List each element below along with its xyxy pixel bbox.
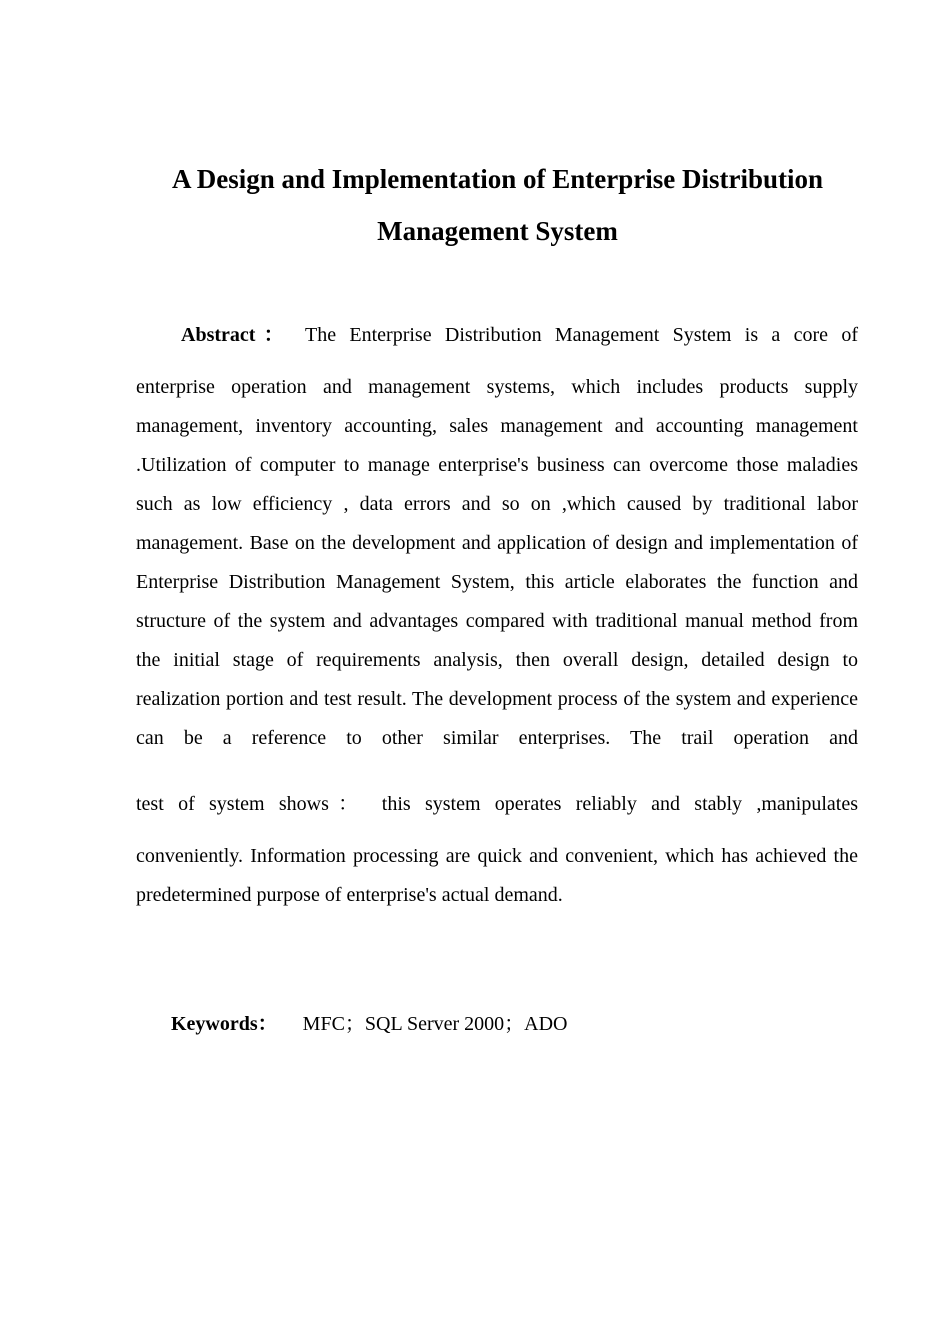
paper-title-line-2: Management System bbox=[377, 216, 618, 246]
paper-title bbox=[100, 153, 895, 257]
abstract-body-text: enterprise operation and management systems, which includes products supply management, inventory accounting, sales management and accounting management .Utilization of computer to manage enterprise's business can overcome those maladies such as low efficiency , data errors and so on ,which caused by traditional labor management. Base on the development and application of design and implementation of Enterprise Distribution Management System, this article elaborates the function and structure of the system and advantages compared with traditional manual method from the initial stage of requirements analysis, then overall design, detailed design to realization portion and test result. The development process of the system and experience can be a reference to other similar enterprises. The trail operation and bbox=[136, 376, 858, 749]
abstract-section bbox=[136, 316, 858, 915]
abstract-body bbox=[136, 368, 858, 758]
abstract-tail-first-line bbox=[136, 785, 858, 824]
keywords-line bbox=[171, 1008, 568, 1040]
abstract-first-line bbox=[136, 316, 858, 355]
abstract-tail-first-text: test of system shows： this system operates reliably and stably ,manipulates bbox=[136, 793, 858, 815]
abstract-label: Abstract： bbox=[181, 324, 293, 346]
paper-title-line-1: A Design and Implementation of Enterprise Distribution bbox=[171, 164, 824, 194]
keywords-label: Keywords： bbox=[171, 1013, 278, 1035]
keywords-value: MFC；SQL Server 2000；ADO bbox=[302, 1013, 568, 1035]
abstract-first-line-text: The Enterprise Distribution Management System is a core of bbox=[305, 324, 858, 346]
abstract-tail bbox=[136, 837, 858, 915]
abstract-tail-text: conveniently. Information processing are quick and convenient, which has achieved the predetermined purpose of enterprise's actual demand. bbox=[136, 845, 858, 906]
